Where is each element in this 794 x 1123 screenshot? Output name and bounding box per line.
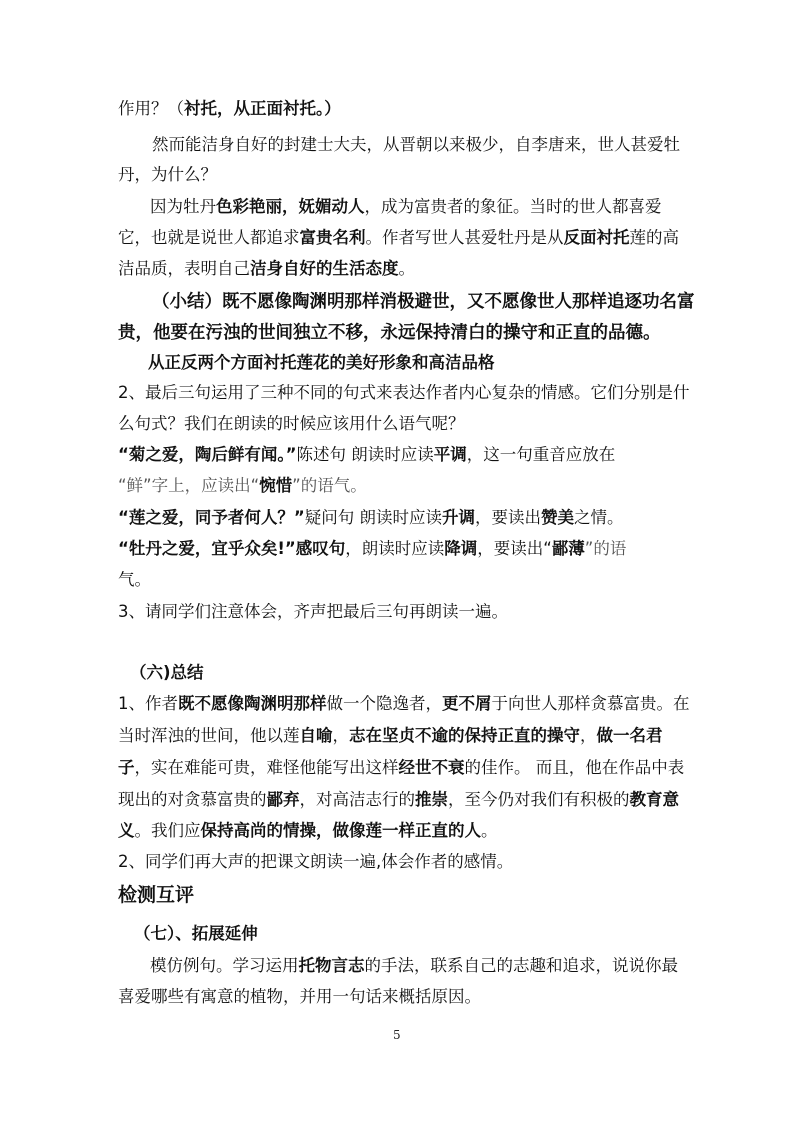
bold-span: 鄙薄 — [551, 539, 585, 558]
text-line-14 — [118, 507, 623, 529]
text-span: 疑问句 朗读时应读 — [304, 508, 442, 527]
bold-span: 托物言志 — [298, 956, 365, 975]
text-span: 么句式？我们在朗读的时候应该用什么语气呢？ — [118, 414, 465, 433]
bold-span: 降调 — [444, 539, 478, 558]
bold-span: 平调 — [433, 445, 467, 464]
bold-span: “莲之爱，同予者何人？” — [118, 508, 305, 527]
text-span: 洁品质，表明自己 — [118, 259, 250, 278]
bold-span: 义 — [118, 821, 135, 840]
bold-span: 既不愿像陶渊明那样 — [178, 694, 327, 713]
text-span: 1、作者 — [118, 694, 178, 713]
text-line-17 — [118, 601, 508, 623]
text-line-12 — [118, 444, 615, 466]
text-span: 因为牡丹 — [150, 197, 216, 216]
text-span: 现出的对贪慕富贵的 — [118, 790, 267, 809]
bold-span: 保持高尚的情操，做像莲一样正直的人 — [200, 821, 481, 840]
text-line-10 — [118, 382, 690, 404]
bold-span: 志在坚贞不逾的保持正直的操守 — [349, 726, 580, 745]
text-span: ，这一句重音应放在 — [466, 445, 616, 464]
text-span: 之情。 — [573, 508, 624, 527]
text-span: 。 — [481, 821, 498, 840]
bold-span: 从正反两个方面衬托莲花的美好形象和高洁品格 — [148, 353, 495, 372]
heading-jiance-huping: 检测互评 — [118, 884, 195, 906]
text-line-19 — [118, 693, 690, 715]
text-span: ，要读出“ — [477, 539, 552, 558]
text-span: ，成为富贵者的象征。当时的世人都喜爱 — [364, 197, 662, 216]
bold-span: 教育意 — [629, 790, 679, 809]
bold-span: （六)总结 — [130, 663, 204, 682]
page-number: 5 — [393, 1028, 401, 1042]
text-span: ，对高洁志行的 — [299, 790, 415, 809]
text-span: 3、请同学们注意体会，齐声把最后三句再朗读一遍。 — [118, 602, 508, 621]
text-span: 作用？（ — [118, 99, 184, 118]
text-span: 2、同学们再大声的把课文朗读一遍,体会作者的感情。 — [118, 852, 514, 871]
text-line-2 — [152, 134, 680, 156]
summary-line-2 — [118, 322, 661, 344]
text-span: ”的语气。 — [292, 476, 367, 495]
text-span: “鲜”字上，应读出“ — [118, 476, 260, 495]
bold-span: 惋惜 — [259, 476, 293, 495]
bold-span: （七）、拓展延伸 — [134, 924, 258, 943]
text-span: ”的语 — [584, 539, 627, 558]
bold-span: 洁身自好的 — [250, 259, 333, 278]
text-line-21 — [118, 757, 684, 779]
text-line-27 — [118, 986, 481, 1008]
contrast-line — [148, 352, 495, 374]
bold-span: 子 — [118, 758, 135, 777]
text-line-22 — [118, 789, 679, 811]
text-span: 于向世人那样贪慕富贵。在 — [491, 694, 690, 713]
text-line-13 — [118, 475, 367, 497]
text-line-4 — [150, 196, 662, 218]
text-span: 的手法，联系自己的志趣和追求，说说你最 — [364, 956, 678, 975]
bold-span: 生活态度 — [332, 259, 399, 278]
text-span: ，实在难能可贵，难怪他能写出这样 — [134, 758, 399, 777]
section-title-extension — [134, 923, 258, 945]
text-span: 做一个隐逸者， — [326, 694, 442, 713]
text-span: 丹，为什么？ — [118, 165, 217, 184]
text-line-3 — [118, 164, 217, 186]
text-span: ，至今仍对我们有积极的 — [448, 790, 630, 809]
text-line-1 — [118, 98, 341, 120]
bold-span: 做一名君 — [596, 726, 663, 745]
bold-span: 感叹句 — [295, 539, 346, 558]
text-line-11 — [118, 413, 465, 435]
text-span: 。作者写世人甚爱牡丹是从 — [365, 228, 564, 247]
bold-span: 升调 — [441, 508, 475, 527]
bold-span: 鄙弃 — [266, 790, 300, 809]
text-line-26 — [150, 955, 678, 977]
text-span: 气。 — [118, 570, 151, 589]
bold-span: 贵，他要在污浊的世间独立不移，永远保持清白的操守和正直的品德。 — [118, 323, 661, 343]
text-span: ，朗读时应读 — [345, 539, 445, 558]
bold-span: “菊之爱，陶后鲜有闻。” — [118, 445, 297, 464]
text-span: 模仿例句。学习运用 — [150, 956, 299, 975]
bold-span: 更不屑 — [442, 694, 492, 713]
text-line-16 — [118, 569, 151, 591]
text-span: 莲的高 — [629, 228, 679, 247]
text-line-23 — [118, 820, 498, 842]
bold-span: “牡丹之爱，宜乎众矣!” — [118, 539, 296, 558]
bold-span: 经世不衰 — [398, 758, 465, 777]
text-line-15 — [118, 538, 626, 560]
bold-span: 自喻 — [299, 726, 333, 745]
text-line-24 — [118, 851, 513, 873]
text-span: 。 — [398, 259, 415, 278]
text-span: ，要读出 — [474, 508, 541, 527]
bold-span: （小结）既不愿像陶渊明那样消极避世，又不愿像世人那样追逐功名富 — [152, 292, 695, 312]
text-line-6 — [118, 258, 415, 280]
text-span: 喜爱哪些有寓意的植物，并用一句话来概括原因。 — [118, 987, 481, 1006]
bold-span: 反面衬托 — [563, 228, 630, 247]
text-span: 2、最后三句运用了三种不同的句式来表达作者内心复杂的情感。它们分别是什 — [118, 383, 690, 402]
text-span: ， — [580, 726, 597, 745]
bold-span: 色彩艳丽，妩媚动人 — [216, 197, 365, 216]
bold-span: 赞美 — [540, 508, 574, 527]
text-line-5 — [118, 227, 679, 249]
text-span: ， — [332, 726, 349, 745]
text-line-20 — [118, 725, 663, 747]
bold-span: 推崇 — [415, 790, 448, 809]
text-span: 。我们应 — [134, 821, 201, 840]
section-title-summary — [130, 662, 204, 684]
bold-span: 富贵名利 — [299, 228, 366, 247]
text-span: 然而能洁身自好的封建士大夫，从晋朝以来极少，自李唐来，世人甚爱牡 — [152, 135, 680, 154]
summary-line-1 — [152, 291, 695, 313]
text-span: 陈述句 朗读时应读 — [296, 445, 434, 464]
text-span: 的佳作。 而且，他在作品中表 — [464, 758, 685, 777]
text-span: 它，也就是说世人都追求 — [118, 228, 300, 247]
bold-span: 衬托，从正面衬托。） — [184, 99, 341, 118]
text-span: 当时浑浊的世间，他以莲 — [118, 726, 300, 745]
